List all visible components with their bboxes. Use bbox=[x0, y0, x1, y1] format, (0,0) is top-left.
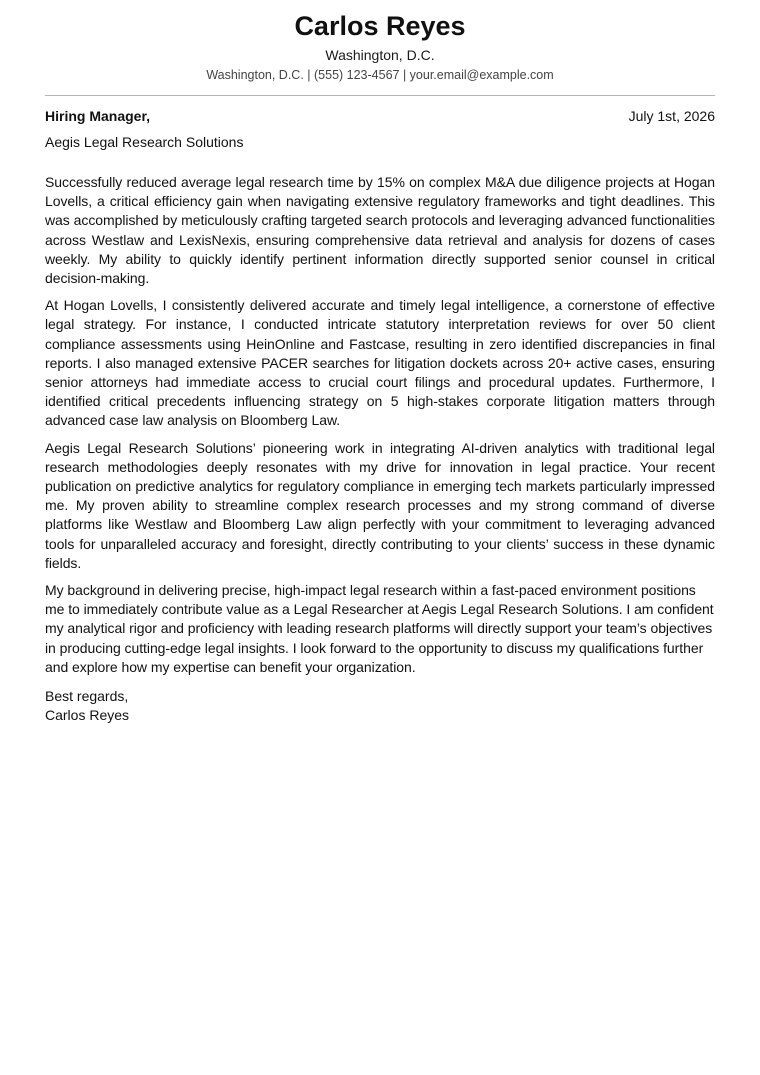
body-paragraph: My background in delivering precise, high-impact legal research within a fast-paced environment positions me to immediately contribute value as a Legal Researcher at Aegis Legal Research Solutions. I am confident my analytical rigor and proficiency with leading research platforms will directly support your team’s objectives in producing cutting-edge legal insights. I look forward to the opportunity to discuss my qualifications further and explore how my expertise can benefit your organization. bbox=[45, 582, 714, 675]
signature-name: Carlos Reyes bbox=[45, 707, 130, 724]
body-paragraph: At Hogan Lovells, I consistently delivered accurate and timely legal intelligence, a cornerstone of effective legal strategy. For instance, I conducted intricate statutory interpretation reviews for over 50 client compliance assessments using HeinOnline and Fastcase, resulting in zero identified discrepancies in final reports. I also managed extensive PACER searches for litigation dockets across 20+ active cases, ensuring senior attorneys had immediate access to crucial court filings and procedural updates. Furthermore, I identified critical precedents influencing strategy on 5 high-stakes corporate litigation matters through advanced case law analysis on Bloomberg Law. bbox=[45, 297, 715, 429]
header-divider bbox=[45, 95, 715, 96]
letter-header bbox=[45, 0, 715, 83]
body-paragraph: Successfully reduced average legal research time by 15% on complex M&A due diligence projects at Hogan Lovells, a critical efficiency gain when navigating extensive regulatory frameworks and tight deadlines. This was accomplished by meticulously crafting targeted search protocols and leveraging advanced functionalities across Westlaw and LexisNexis, ensuring comprehensive data retrieval and analysis for dozens of cases weekly. My ability to quickly identify pertinent information directly supported senior counsel in critical decision-making. bbox=[45, 174, 715, 287]
applicant-location: Washington, D.C. bbox=[325, 47, 435, 63]
letter-date: July 1st, 2026 bbox=[628, 108, 715, 124]
body-paragraph: Aegis Legal Research Solutions’ pioneering work in integrating AI-driven analytics with traditional legal research methodologies deeply resonates with my drive for innovation in legal practice. Your recent publication on predictive analytics for regulatory compliance in emerging tech markets particularly impressed me. My proven ability to streamline complex research processes and my strong command of diverse platforms like Westlaw and Bloomberg Law align perfectly with your commitment to leveraging advanced tools for unparalleled accuracy and foresight, directly contributing to your clients’ success in these dynamic fields. bbox=[45, 439, 715, 571]
applicant-name: Carlos Reyes bbox=[294, 11, 466, 41]
recipient-date-row bbox=[45, 107, 715, 125]
closing-phrase: Best regards, bbox=[45, 688, 129, 705]
letter-closing bbox=[45, 687, 715, 725]
company-name: Aegis Legal Research Solutions bbox=[45, 134, 244, 150]
recipient-salutation: Hiring Manager, bbox=[45, 108, 151, 124]
letter-body bbox=[45, 173, 715, 677]
contact-line: Washington, D.C. | (555) 123-4567 | your.email@example.com bbox=[206, 68, 554, 82]
